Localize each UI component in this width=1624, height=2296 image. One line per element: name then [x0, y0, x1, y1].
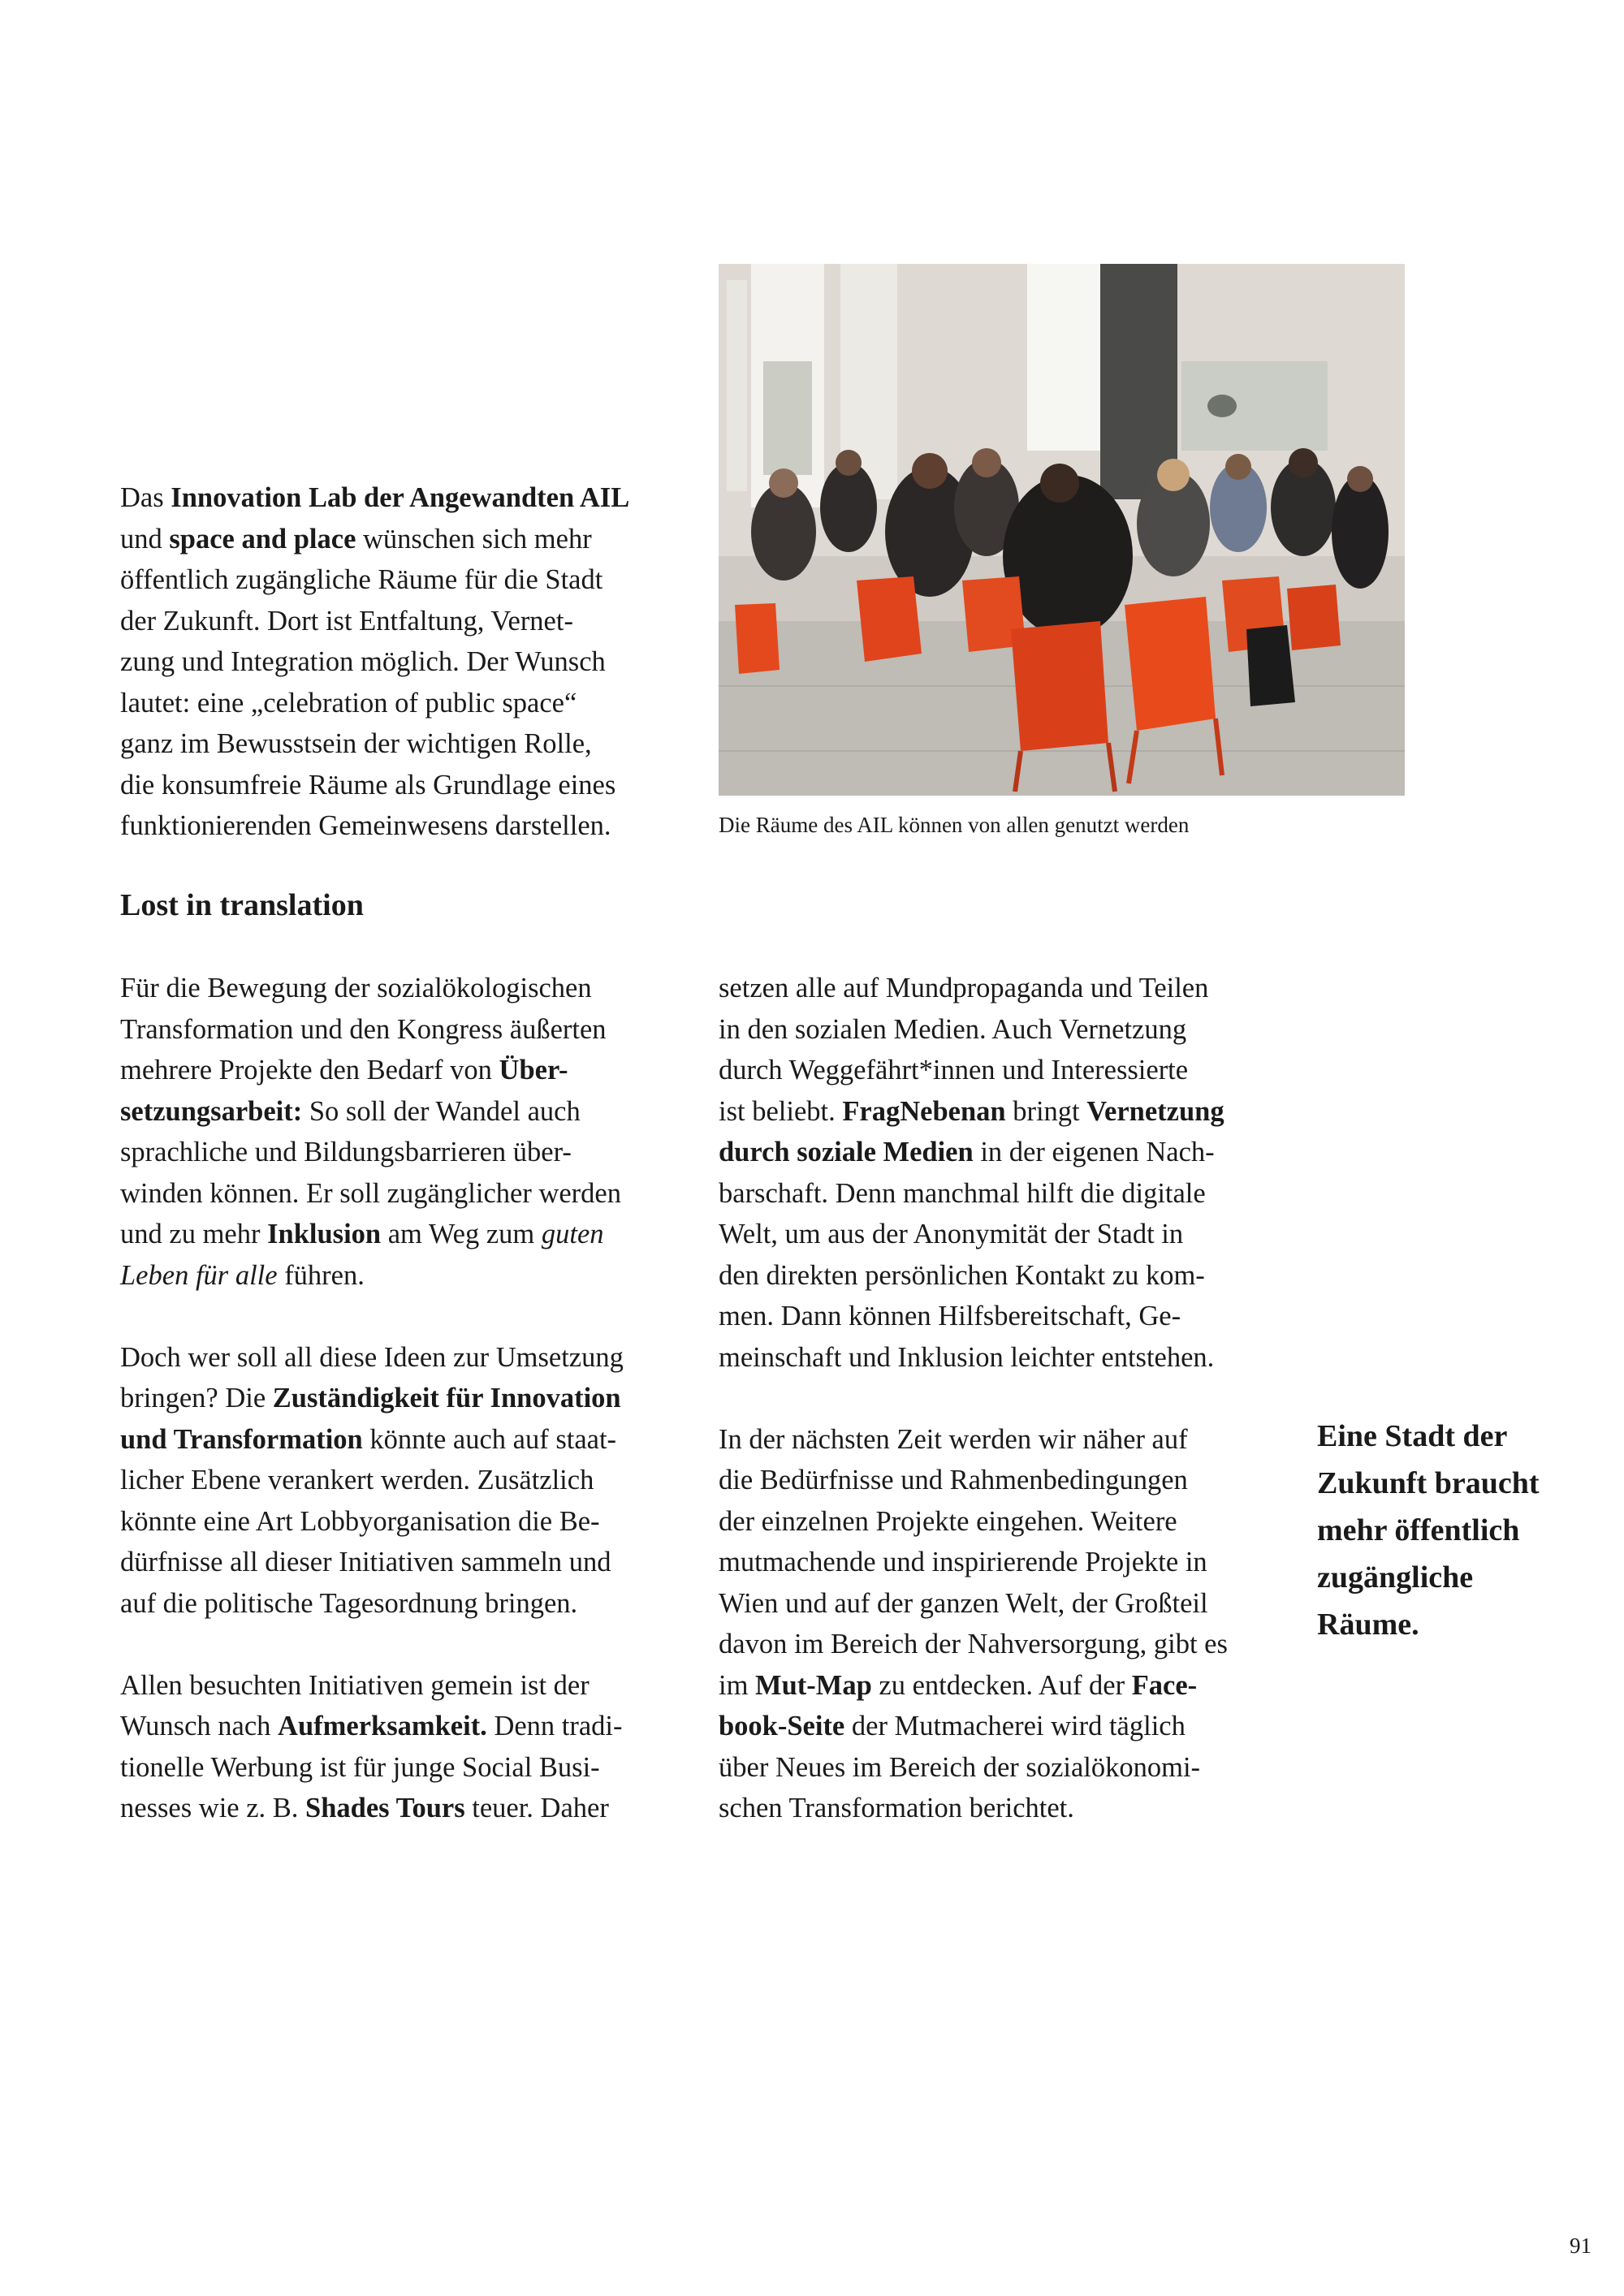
text-run: licher Ebene verankert werden. Zusätzlich	[120, 1465, 594, 1495]
text-run: auf die politische Tagesordnung bringen.	[120, 1587, 578, 1619]
pull-quote-line: Zukunft braucht	[1317, 1466, 1540, 1500]
text-line	[719, 1255, 1279, 1297]
pull-quote-line: Räume.	[1317, 1608, 1419, 1642]
text-line	[719, 1214, 1279, 1255]
text-run: zung und Integration möglich. Der Wunsch	[120, 646, 606, 677]
text-run: könnte auch auf staat-	[362, 1423, 617, 1455]
text-run: Transformation und den Kongress äußerten	[120, 1013, 607, 1045]
text-run: winden können. Er soll zugänglicher werden	[120, 1177, 621, 1209]
section-heading: Lost in translation	[120, 888, 364, 922]
text-line	[719, 1009, 1279, 1051]
bold-text: Shades Tours	[305, 1793, 465, 1823]
text-line	[120, 601, 680, 642]
text-run: Das	[120, 482, 171, 513]
event-photo	[719, 264, 1405, 796]
text-run: in der eigenen Nach-	[973, 1137, 1215, 1167]
text-line	[120, 1255, 680, 1297]
text-line	[120, 1009, 680, 1051]
bold-text: Zuständigkeit für Innovation	[272, 1383, 621, 1413]
text-run: funktionierenden Gemeinwesens darstellen.	[120, 810, 611, 841]
text-run: mehrere Projekte den Bedarf von	[120, 1055, 499, 1085]
text-line	[120, 519, 680, 560]
text-run: ganz im Bewusstsein der wichtigen Rolle,	[120, 728, 592, 759]
text-line	[719, 1419, 1279, 1461]
text-run: teuer. Daher	[464, 1793, 609, 1823]
pull-quote-line: zugängliche	[1317, 1560, 1474, 1595]
text-run: sprachliche und Bildungsbarrieren über-	[120, 1137, 572, 1167]
bold-text: Face-	[1131, 1669, 1198, 1701]
bold-text: Vernetzung	[1086, 1095, 1224, 1127]
text-run: ist beliebt.	[719, 1095, 843, 1127]
text-line	[120, 477, 680, 519]
intro-paragraph	[120, 477, 680, 847]
text-line	[120, 683, 680, 724]
bold-text: Aufmerksamkeit.	[278, 1711, 487, 1741]
bold-text: Inklusion	[267, 1219, 382, 1249]
text-line	[120, 1501, 680, 1543]
text-line	[120, 1706, 680, 1747]
text-run: schen Transformation berichtet.	[719, 1793, 1074, 1823]
text-line	[719, 1091, 1279, 1133]
text-run: davon im Bereich der Nahversorgung, gibt es	[719, 1629, 1228, 1659]
bold-text: Über-	[499, 1055, 568, 1085]
text-line	[120, 1132, 680, 1173]
text-run: am Weg zum	[381, 1219, 542, 1249]
left-column	[120, 968, 680, 1829]
text-line	[719, 1747, 1279, 1789]
text-line	[719, 1501, 1279, 1543]
photo-caption: Die Räume des AIL können von allen genutzt werden	[719, 813, 1190, 837]
text-run: dürfnisse all dieser Initiativen sammeln und	[120, 1547, 611, 1577]
text-run: der einzelnen Projekte eingehen. Weitere	[719, 1505, 1177, 1537]
text-line	[120, 1214, 680, 1255]
italic-text: guten	[541, 1219, 604, 1249]
text-line	[719, 1050, 1279, 1091]
text-run: setzen alle auf Mundpropaganda und Teilen	[719, 973, 1209, 1003]
text-line	[120, 805, 680, 847]
text-line	[120, 1542, 680, 1583]
text-line	[719, 1337, 1279, 1379]
text-run: Welt, um aus der Anonymität der Stadt in	[719, 1219, 1184, 1249]
text-line	[120, 1091, 680, 1133]
text-line	[120, 1747, 680, 1789]
bold-text: durch soziale Medien	[719, 1137, 974, 1167]
italic-text: Leben für alle	[120, 1259, 278, 1291]
text-line	[120, 765, 680, 806]
text-line	[719, 1296, 1279, 1337]
text-line	[120, 1665, 680, 1707]
text-run: der Mutmacherei wird täglich	[844, 1711, 1186, 1741]
middle-column	[719, 968, 1279, 1829]
text-run: barschaft. Denn manchmal hilft die digitale	[719, 1177, 1206, 1209]
text-line	[719, 1583, 1279, 1625]
bold-text: und Transformation	[120, 1423, 363, 1455]
text-run: wünschen sich mehr	[356, 523, 592, 555]
page-number: 91	[1570, 2233, 1592, 2258]
text-run: durch Weggefährt*innen und Interessierte	[719, 1055, 1189, 1085]
text-run: bringen? Die	[120, 1383, 273, 1413]
text-run: und	[120, 523, 170, 555]
text-line	[719, 1624, 1279, 1665]
text-run: öffentlich zugängliche Räume für die Stadt	[120, 564, 603, 595]
text-line	[120, 968, 680, 1009]
text-run: meinschaft und Inklusion leichter entstehen.	[719, 1341, 1215, 1373]
text-run: tionelle Werbung ist für junge Social Busi-	[120, 1751, 600, 1783]
text-run: im	[719, 1669, 756, 1701]
text-run: mutmachende und inspirierende Projekte in	[719, 1547, 1207, 1577]
text-line	[120, 559, 680, 601]
text-line	[120, 1788, 680, 1829]
text-run: bringt	[1005, 1095, 1087, 1127]
text-line	[120, 1583, 680, 1625]
text-run: und zu mehr	[120, 1219, 268, 1249]
bold-text: Mut-Map	[755, 1669, 872, 1701]
bold-text: setzungsarbeit:	[120, 1095, 303, 1127]
text-run: könnte eine Art Lobbyorganisation die Be-	[120, 1505, 600, 1537]
text-run: nesses wie z. B.	[120, 1793, 306, 1823]
text-run: Für die Bewegung der sozialökologischen	[120, 973, 592, 1003]
text-line	[719, 1665, 1279, 1707]
text-run: In der nächsten Zeit werden wir näher auf	[719, 1423, 1188, 1455]
text-line	[719, 1132, 1279, 1173]
text-run: über Neues im Bereich der sozialökonomi-	[719, 1751, 1201, 1783]
text-line	[120, 1419, 680, 1461]
text-line	[719, 1542, 1279, 1583]
text-run: Wunsch nach	[120, 1711, 279, 1741]
text-line	[120, 1460, 680, 1501]
text-run: in den sozialen Medien. Auch Vernetzung	[719, 1013, 1187, 1045]
text-run: men. Dann können Hilfsbereitschaft, Ge-	[719, 1301, 1181, 1331]
text-line	[719, 1460, 1279, 1501]
text-run: lautet: eine „celebration of public space“	[120, 687, 577, 719]
text-run: zu entdecken. Auf der	[871, 1669, 1132, 1701]
text-line	[120, 1173, 680, 1215]
paragraph	[120, 1665, 680, 1829]
text-run: Doch wer soll all diese Ideen zur Umsetzung	[120, 1341, 624, 1373]
text-run: führen.	[277, 1259, 365, 1291]
pull-quote-line: mehr öffentlich	[1317, 1513, 1520, 1547]
text-run: die konsumfreie Räume als Grundlage eines	[120, 769, 616, 801]
text-line	[719, 1706, 1279, 1747]
text-line	[120, 1050, 680, 1091]
bold-text: FragNebenan	[842, 1095, 1006, 1127]
text-run: Wien und auf der ganzen Welt, der Großteil	[719, 1587, 1208, 1619]
text-run: So soll der Wandel auch	[302, 1095, 581, 1127]
text-run: die Bedürfnisse und Rahmenbedingungen	[719, 1465, 1188, 1495]
text-line	[120, 641, 680, 683]
paragraph	[719, 968, 1279, 1378]
bold-text: Innovation Lab der Angewandten AIL	[171, 482, 630, 513]
text-line	[120, 723, 680, 765]
text-line	[120, 1337, 680, 1379]
text-run: der Zukunft. Dort ist Entfaltung, Vernet-	[120, 605, 573, 637]
paragraph	[120, 1337, 680, 1625]
bold-text: space and place	[169, 523, 356, 555]
text-run: Allen besuchten Initiativen gemein ist der	[120, 1669, 590, 1701]
text-line	[719, 968, 1279, 1009]
text-run: Denn tradi-	[486, 1711, 623, 1741]
paragraph	[719, 1419, 1279, 1829]
bold-text: book-Seite	[719, 1711, 845, 1741]
text-line	[719, 1788, 1279, 1829]
paragraph	[120, 968, 680, 1296]
text-line	[719, 1173, 1279, 1215]
pull-quote-line: Eine Stadt der	[1317, 1419, 1508, 1453]
pull-quote	[1317, 1413, 1585, 1648]
text-run: den direkten persönlichen Kontakt zu kom-	[719, 1259, 1205, 1291]
text-line	[120, 1378, 680, 1419]
